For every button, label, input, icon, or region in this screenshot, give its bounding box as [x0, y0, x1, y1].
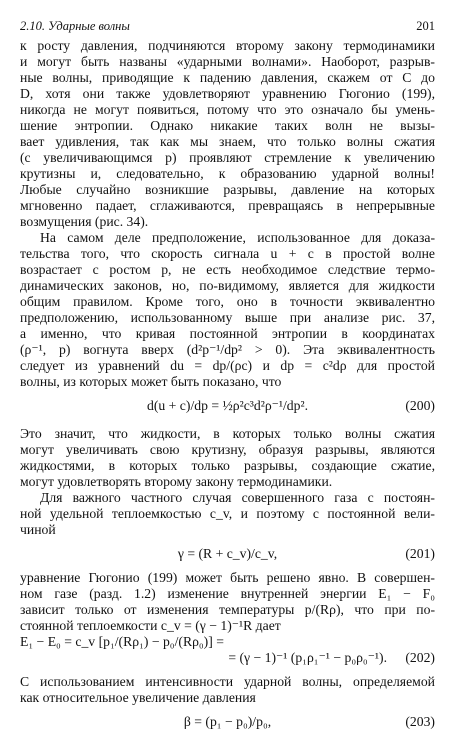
equation-formula: E₁ − E₀ = c_v [p₁/(Rρ₁) − p₀/(Rρ₀)] =: [20, 634, 224, 649]
text-line: D, хотя они также удовлетворяют уравнению Гюгонио (199),: [20, 86, 435, 101]
text-line: волны, из которых может быть показано, что: [20, 374, 282, 389]
equation-formula: β = (p₁ − p₀)/p₀,: [183, 714, 272, 729]
equation-number: (203): [405, 714, 435, 729]
text-line: никогда не могут появиться, потому что это означало бы умень-: [20, 102, 435, 117]
text-line: мгновенно падает, сглаживаются, превращаясь в непрерывные: [20, 198, 435, 213]
text-line: к росту давления, подчиняются второму закону термодинамики: [20, 38, 435, 53]
body-text: [20, 38, 435, 730]
text-line: могут увеличивать свою крутизну, образуя разрывы, являются: [20, 442, 435, 457]
text-line: ные волны, приводящие к падению давления, скажем от C до: [20, 70, 435, 85]
running-header: [20, 18, 435, 34]
equation-formula: = (γ − 1)⁻¹ (p₁ρ₁⁻¹ − p₀ρ₀⁻¹).: [228, 650, 387, 665]
text-line: крутизны и, следовательно, к образованию ударной волны!: [20, 166, 435, 181]
text-line: чиной: [20, 522, 56, 537]
equation-202-second-line: [20, 650, 435, 666]
equation-200: [20, 398, 435, 414]
text-line: а именно, что кривая постоянной энтропии в координатах: [20, 326, 435, 341]
text-line: ном газе (разд. 1.2) изменение внутренней энергии E₁ − F₀: [20, 586, 435, 601]
equation-formula: γ = (R + c_v)/c_v,: [177, 546, 278, 561]
page-number: 201: [416, 19, 435, 33]
text-line: и могут быть названы «ударными волнами». Наоборот, разрыв-: [20, 54, 435, 69]
text-line: возрастает с ростом p, не есть необходимое следствие термо-: [20, 262, 435, 277]
text-line: как относительное увеличение давления: [20, 690, 256, 705]
text-line: Любые случайно возникшие разрывы, давление на которых: [20, 182, 435, 197]
text-line: зависит только от изменения температуры p/(Rρ), что при по-: [20, 602, 435, 617]
section-title: 2.10. Ударные волны: [20, 19, 130, 33]
text-line: (с увеличивающимся p) проявляют стремление к увеличению: [20, 150, 435, 165]
text-line: возмущения (рис. 34).: [20, 214, 149, 229]
text-line: следует из уравнений du = dp/(ρc) и dp = c²dρ для простой: [20, 358, 435, 373]
text-line: предположению, использованному выше при анализе рис. 37,: [20, 310, 435, 325]
text-line: уравнение Гюгонио (199) может быть решено явно. В совершен-: [20, 570, 435, 585]
text-line: вает удивления, так как мы знаем, что только волны сжатия: [20, 134, 435, 149]
text-line: С использованием интенсивности ударной волны, определяемой: [20, 674, 435, 689]
text-line: жидкостями, в которых только разрывы, создающие сжатие,: [20, 458, 435, 473]
text-line: шение энтропии. Однако никакие таких волн не вызы-: [20, 118, 435, 133]
text-line: общим правилом. Кроме того, оно в точности эквивалентно: [20, 294, 435, 309]
text-line: ной удельной теплоемкостью c_v, и поэтому с постоянной вели-: [20, 506, 435, 521]
equation-number: (202): [405, 650, 435, 665]
text-line: Для важного частного случая совершенного газа с постоян-: [40, 490, 435, 505]
text-line: тельства того, что скорость сигнала u + c в простой волне: [20, 246, 435, 261]
text-line: На самом деле предположение, использованное для доказа-: [40, 230, 435, 245]
equation-formula: d(u + c)/dp = ½ρ²c³d²ρ⁻¹/dp².: [147, 398, 308, 413]
equation-203: [20, 714, 435, 730]
text-line: стоянной теплоемкости c_v = (γ − 1)⁻¹R дает: [20, 618, 281, 633]
text-line: (ρ⁻¹, p) вогнута вверх (d²p⁻¹/dp² > 0). Эта эквивалентность: [20, 342, 435, 357]
text-line: могут удовлетворять второму закону термодинамики.: [20, 474, 333, 489]
equation-202-first-line: [20, 634, 435, 650]
text-line: Это значит, что жидкости, в которых только волны сжатия: [20, 426, 435, 441]
equation-201: [20, 546, 435, 562]
equation-number: (201): [405, 546, 435, 561]
equation-number: (200): [405, 398, 435, 413]
text-line: динамических законов, но, по-видимому, является для жидкости: [20, 278, 435, 293]
